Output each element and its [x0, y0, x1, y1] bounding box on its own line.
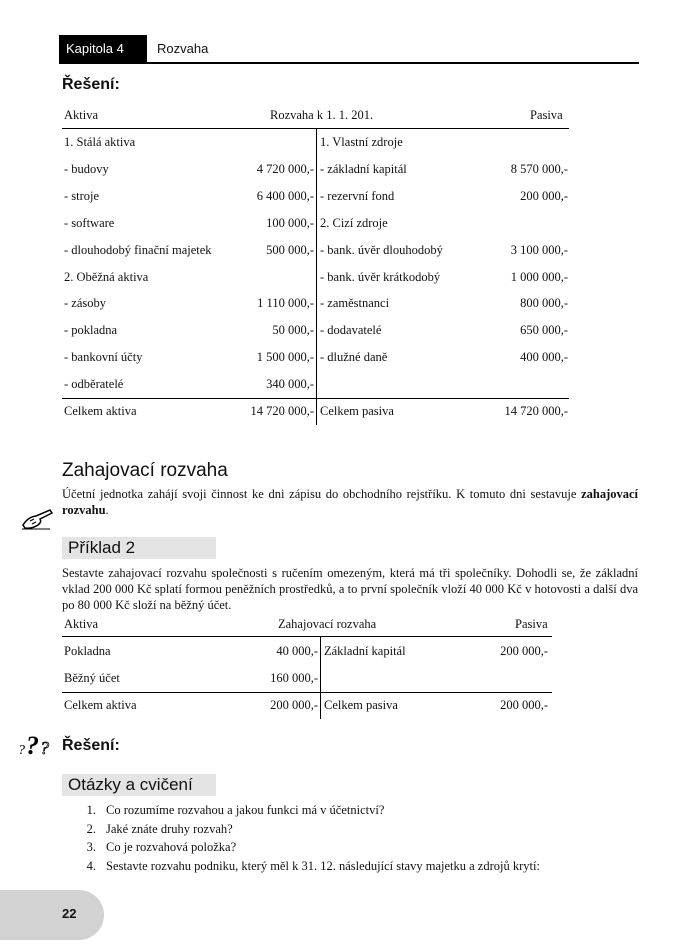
questions-heading: Otázky a cvičení: [62, 774, 216, 796]
question-number: 4.: [86, 858, 96, 873]
asset-item-label: - odběratelé: [64, 377, 124, 392]
liability-item-label: - rezervní fond: [320, 188, 395, 203]
asset-item-value: 500 000,-: [266, 242, 314, 257]
asset-item-value: 1 500 000,-: [256, 350, 314, 365]
page-tab: [0, 890, 104, 940]
table2-liability-label: Základní kapitál: [324, 644, 406, 658]
asset-item-label: - stroje: [64, 188, 100, 203]
asset-item-label: 1. Stálá aktiva: [64, 135, 136, 149]
liability-item-value: 8 570 000,-: [510, 161, 568, 176]
table2-asset-value: 40 000,-: [276, 644, 318, 658]
asset-item-label: - budovy: [64, 161, 109, 176]
liability-item-label: - dlužné daně: [320, 350, 388, 365]
asset-item-value: 4 720 000,-: [256, 161, 314, 176]
liability-item-label: - základní kapitál: [320, 161, 407, 176]
opening-text-end: .: [105, 503, 109, 517]
table2-total-assets-value: 200 000,-: [270, 698, 318, 712]
table2-title: Zahajovací rozvaha: [278, 617, 377, 631]
liability-item-label: - bank. úvěr krátkodobý: [320, 269, 441, 284]
liability-item-label: - zaměstnanci: [320, 296, 390, 311]
asset-item-value: 6 400 000,-: [256, 188, 314, 203]
chapter-label: Kapitola 4: [59, 35, 147, 62]
liability-item-label: 1. Vlastní zdroje: [320, 135, 403, 149]
table2-header-rule: [62, 636, 552, 637]
table2-total-rule: [62, 692, 552, 693]
question-number: 1.: [86, 803, 96, 817]
table2-total-liabilities-label: Celkem pasiva: [324, 698, 398, 712]
asset-item-label: - bankovní účty: [64, 350, 143, 365]
svg-text:?: ?: [18, 743, 25, 758]
question-text: Jaké znáte druhy rozvah?: [106, 821, 233, 836]
chapter-title: Rozvaha: [157, 41, 209, 56]
table-title: Rozvaha k 1. 1. 201.: [270, 108, 374, 122]
table2-asset-label: Běžný účet: [64, 671, 120, 685]
total-liabilities-label: Celkem pasiva: [320, 404, 394, 418]
example-heading: Příklad 2: [62, 537, 216, 559]
liability-item-value: 3 100 000,-: [510, 242, 568, 257]
asset-item-label: 2. Oběžná aktiva: [64, 269, 149, 284]
question-text: Co je rozvahová položka?: [106, 840, 237, 854]
liability-item-value: 400 000,-: [520, 350, 568, 365]
total-assets-value: 14 720 000,-: [250, 404, 314, 418]
solution2-heading: Řešení:: [62, 737, 120, 754]
table2-liability-value: 200 000,-: [500, 644, 548, 658]
table2-right-header: Pasiva: [515, 617, 548, 631]
asset-item-value: 50 000,-: [272, 323, 314, 338]
question-marks-icon: [18, 730, 52, 758]
section-heading-opening: Zahajovací rozvaha: [62, 460, 228, 481]
liability-item-label: - bank. úvěr dlouhodobý: [320, 242, 443, 257]
asset-item-value: 1 110 000,-: [257, 296, 314, 311]
liability-item-value: 200 000,-: [520, 188, 568, 203]
page-number: 22: [62, 906, 77, 921]
table2-total-assets-label: Celkem aktiva: [64, 698, 137, 712]
liability-item-label: 2. Cizí zdroje: [320, 215, 388, 230]
opening-text: Účetní jednotka zahájí svoji činnost ke dni zápisu do obchodního rejstříku. K tomuto dni sestavuje: [62, 487, 582, 501]
svg-text:?: ?: [40, 738, 49, 758]
table-left-header: Aktiva: [64, 108, 99, 122]
asset-item-label: - zásoby: [64, 296, 106, 311]
table2-left-header: Aktiva: [64, 617, 99, 631]
asset-item-label: - dlouhodobý finační majetek: [64, 242, 212, 257]
total-assets-label: Celkem aktiva: [64, 404, 137, 418]
total-liabilities-value: 14 720 000,-: [504, 404, 568, 418]
example-paragraph: Sestavte zahajovací rozvahu společnosti s ručením omezeným, která má tři společníky. Dohodli se, že základní vklad 200 000 Kč splatí formou peněžních prostředků, a to první společník vloží 40 000 Kč v hotovosti a další dva po 80 000 Kč složí na běžný účet.: [62, 566, 638, 612]
question-number: 3.: [86, 840, 96, 854]
asset-item-value: 340 000,-: [266, 377, 314, 392]
table2-asset-value: 160 000,-: [270, 671, 318, 685]
asset-item-label: - pokladna: [64, 323, 118, 338]
solution-heading: Řešení:: [62, 76, 120, 93]
liability-item-value: 650 000,-: [520, 323, 568, 338]
liability-item-label: - dodavatelé: [320, 323, 382, 338]
table2-total-liabilities-value: 200 000,-: [500, 698, 548, 712]
table2-center-divider: [320, 637, 321, 719]
question-text: Sestavte rozvahu podniku, který měl k 31. 12. následující stavy majetku a zdrojů krytí:: [106, 858, 540, 873]
table-right-header: Pasiva: [530, 108, 563, 122]
question-number: 2.: [86, 821, 96, 836]
question-text: Co rozumíme rozvahou a jakou funkci má v účetnictví?: [106, 803, 385, 817]
liability-item-value: 1 000 000,-: [510, 269, 568, 284]
asset-item-value: 100 000,-: [266, 215, 314, 230]
asset-item-label: - software: [64, 215, 115, 230]
table2-asset-label: Pokladna: [64, 644, 111, 658]
svg-text:?: ?: [26, 731, 39, 758]
opening-text-bold: zahajovací rozvahu: [62, 487, 638, 517]
liability-item-value: 800 000,-: [520, 296, 568, 311]
